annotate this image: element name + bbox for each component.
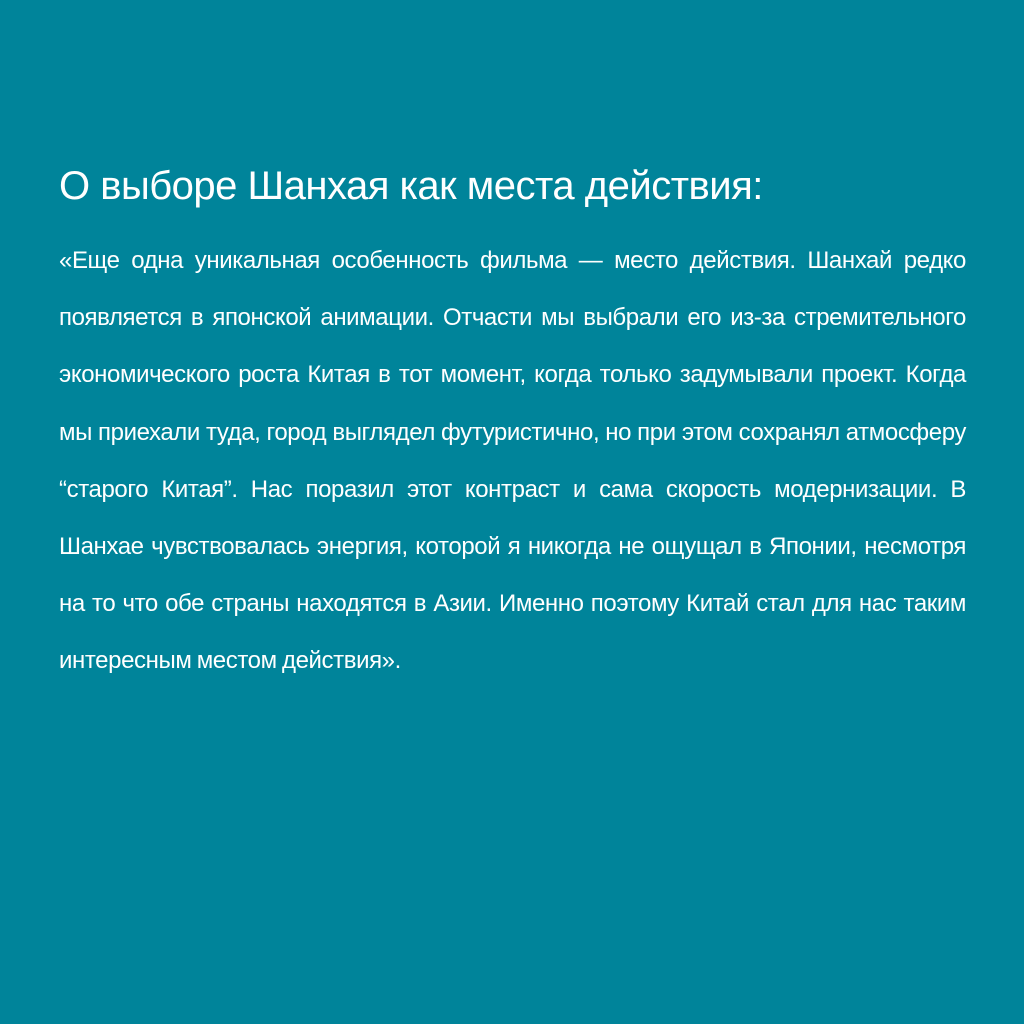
slide-title: О выборе Шанхая как места действия: bbox=[59, 164, 763, 208]
quote-paragraph: «Еще одна уникальная особенность фильма — место действия. Шанхай редко появляется в японской анимации. Отчасти мы выбрали его из-за стремительного экономического роста Китая в тот момент, когда только задумывали проект. Когда мы приехали туда, город выглядел футуристично, но при этом сохранял атмосферу “старого Китая”. Нас поразил этот контраст и сама скорость модернизации. В Шанхае чувствовалась энергия, которой я никогда не ощущал в Японии, несмотря на то что обе страны находятся в Азии. Именно поэтому Китай стал для нас таким интересным местом действия». bbox=[59, 247, 966, 675]
